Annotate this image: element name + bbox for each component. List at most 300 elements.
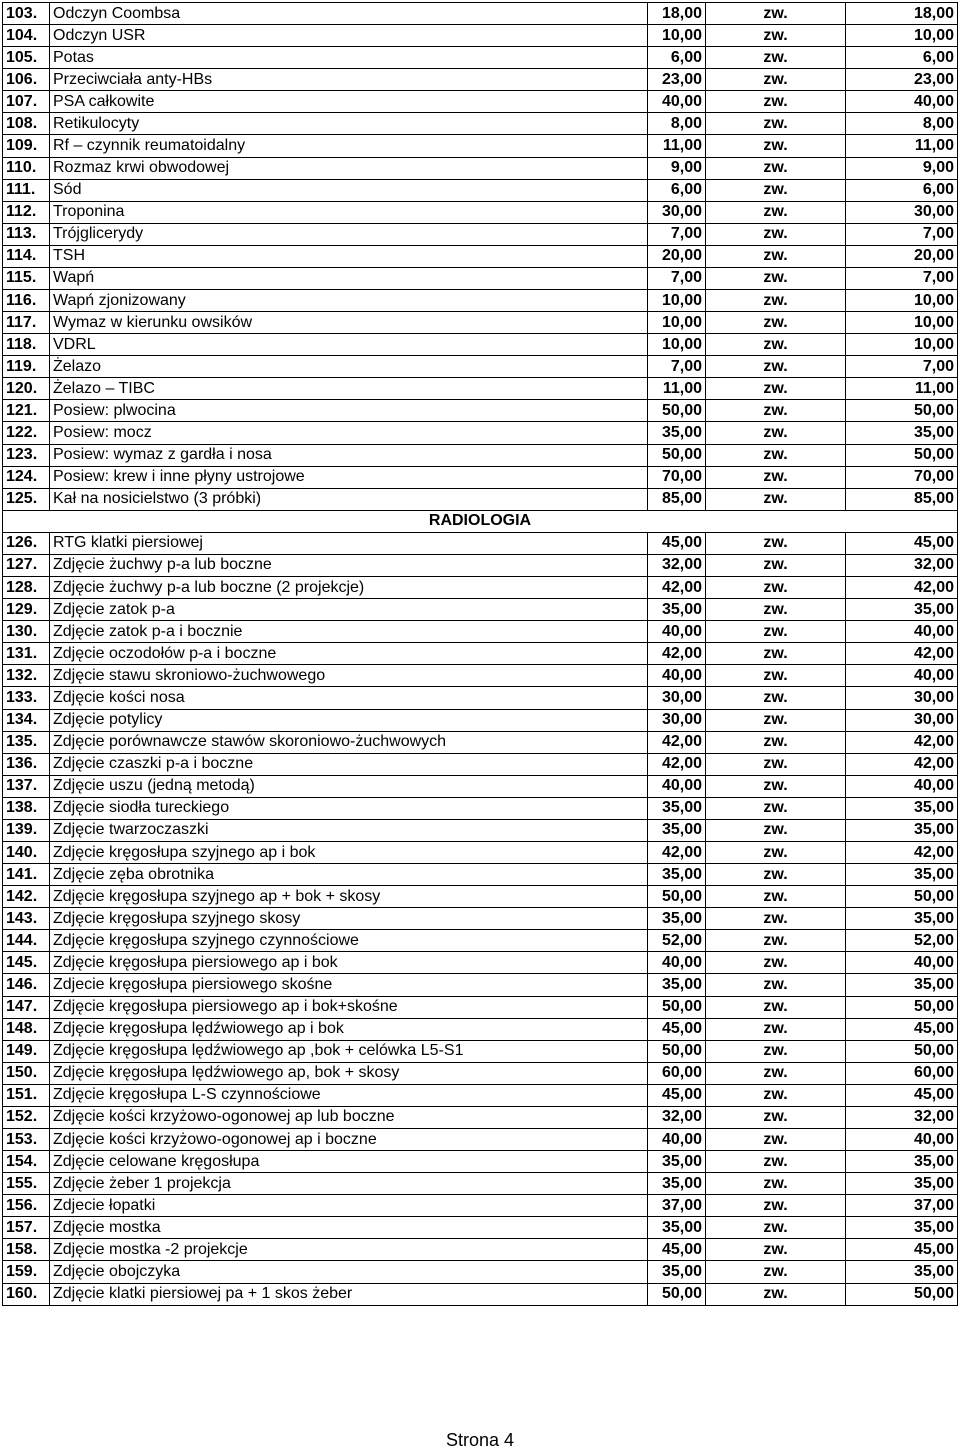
table-row [3, 157, 958, 179]
price-net: 40,00 [648, 91, 706, 113]
price-gross: 40,00 [846, 91, 958, 113]
row-number: 136. [3, 753, 50, 775]
price-net: 42,00 [648, 577, 706, 599]
row-number: 153. [3, 1128, 50, 1150]
price-gross: 45,00 [846, 1018, 958, 1040]
page-number: Strona 4 [445, 1430, 515, 1450]
price-gross: 50,00 [846, 1283, 958, 1305]
table-row [3, 1018, 958, 1040]
price-net: 70,00 [648, 466, 706, 488]
table-row [3, 179, 958, 201]
service-name: Zdjęcie celowane kręgosłupa [50, 1151, 648, 1173]
vat-status: zw. [706, 599, 846, 621]
price-net: 35,00 [648, 974, 706, 996]
row-number: 137. [3, 775, 50, 797]
row-number: 130. [3, 621, 50, 643]
service-name: Zdjęcie kręgosłupa lędźwiowego ap ,bok + celówka L5-S1 [50, 1040, 648, 1062]
vat-status: zw. [706, 1261, 846, 1283]
vat-status: zw. [706, 1084, 846, 1106]
vat-status: zw. [706, 488, 846, 510]
table-row [3, 47, 958, 69]
price-net: 42,00 [648, 841, 706, 863]
vat-status: zw. [706, 753, 846, 775]
table-row [3, 290, 958, 312]
price-gross: 50,00 [846, 400, 958, 422]
row-number: 119. [3, 356, 50, 378]
price-net: 85,00 [648, 488, 706, 510]
row-number: 111. [3, 179, 50, 201]
row-number: 121. [3, 400, 50, 422]
price-gross: 30,00 [846, 687, 958, 709]
service-name: Retikulocyty [50, 113, 648, 135]
service-name: Zdjęcie kręgosłupa lędźwiowego ap i bok [50, 1018, 648, 1040]
price-net: 7,00 [648, 223, 706, 245]
vat-status: zw. [706, 312, 846, 334]
vat-status: zw. [706, 996, 846, 1018]
service-name: Zdjęcie mostka -2 projekcje [50, 1239, 648, 1261]
row-number: 154. [3, 1151, 50, 1173]
vat-status: zw. [706, 378, 846, 400]
price-net: 32,00 [648, 1106, 706, 1128]
vat-status: zw. [706, 1217, 846, 1239]
service-name: Zdjęcie zęba obrotnika [50, 864, 648, 886]
row-number: 103. [3, 3, 50, 25]
row-number: 116. [3, 290, 50, 312]
price-net: 45,00 [648, 532, 706, 554]
price-gross: 50,00 [846, 996, 958, 1018]
table-row [3, 864, 958, 886]
price-list-table [2, 2, 958, 1306]
vat-status: zw. [706, 1128, 846, 1150]
price-gross: 7,00 [846, 356, 958, 378]
row-number: 108. [3, 113, 50, 135]
price-gross: 45,00 [846, 532, 958, 554]
price-net: 35,00 [648, 864, 706, 886]
price-gross: 11,00 [846, 378, 958, 400]
table-row [3, 1217, 958, 1239]
table-row [3, 775, 958, 797]
row-number: 120. [3, 378, 50, 400]
price-net: 35,00 [648, 797, 706, 819]
vat-status: zw. [706, 3, 846, 25]
vat-status: zw. [706, 157, 846, 179]
price-gross: 35,00 [846, 599, 958, 621]
vat-status: zw. [706, 952, 846, 974]
table-row [3, 554, 958, 576]
vat-status: zw. [706, 1151, 846, 1173]
table-row [3, 91, 958, 113]
table-row [3, 1239, 958, 1261]
service-name: Zdjęcie żuchwy p-a lub boczne (2 projekcje) [50, 577, 648, 599]
service-name: Posiew: mocz [50, 422, 648, 444]
vat-status: zw. [706, 532, 846, 554]
service-name: Zdjęcie kręgosłupa piersiowego ap i bok+skośne [50, 996, 648, 1018]
vat-status: zw. [706, 245, 846, 267]
service-name: Rf – czynnik reumatoidalny [50, 135, 648, 157]
row-number: 141. [3, 864, 50, 886]
service-name: Kał na nosicielstwo (3 próbki) [50, 488, 648, 510]
table-row [3, 334, 958, 356]
price-net: 23,00 [648, 69, 706, 91]
row-number: 145. [3, 952, 50, 974]
service-name: Zdjęcie czaszki p-a i boczne [50, 753, 648, 775]
price-net: 7,00 [648, 356, 706, 378]
vat-status: zw. [706, 466, 846, 488]
table-row [3, 1173, 958, 1195]
price-net: 40,00 [648, 775, 706, 797]
service-name: Zdjęcie zatok p-a i bocznie [50, 621, 648, 643]
table-row [3, 908, 958, 930]
vat-status: zw. [706, 334, 846, 356]
vat-status: zw. [706, 1283, 846, 1305]
row-number: 129. [3, 599, 50, 621]
table-row [3, 797, 958, 819]
price-gross: 45,00 [846, 1084, 958, 1106]
service-name: Zdjęcie kręgosłupa piersiowego ap i bok [50, 952, 648, 974]
table-row [3, 378, 958, 400]
price-net: 6,00 [648, 179, 706, 201]
price-net: 11,00 [648, 135, 706, 157]
service-name: Odczyn USR [50, 25, 648, 47]
service-name: Zdjęcie kręgosłupa szyjnego ap i bok [50, 841, 648, 863]
table-row [3, 1084, 958, 1106]
service-name: Trójglicerydy [50, 223, 648, 245]
price-net: 10,00 [648, 25, 706, 47]
table-row [3, 1195, 958, 1217]
price-gross: 37,00 [846, 1195, 958, 1217]
price-gross: 70,00 [846, 466, 958, 488]
row-number: 131. [3, 643, 50, 665]
price-net: 40,00 [648, 952, 706, 974]
row-number: 114. [3, 245, 50, 267]
table-row [3, 974, 958, 996]
table-row [3, 488, 958, 510]
price-net: 7,00 [648, 267, 706, 289]
table-row [3, 444, 958, 466]
price-net: 20,00 [648, 245, 706, 267]
row-number: 113. [3, 223, 50, 245]
row-number: 106. [3, 69, 50, 91]
price-net: 18,00 [648, 3, 706, 25]
vat-status: zw. [706, 179, 846, 201]
price-net: 6,00 [648, 47, 706, 69]
vat-status: zw. [706, 841, 846, 863]
price-net: 30,00 [648, 201, 706, 223]
service-name: Przeciwciała anty-HBs [50, 69, 648, 91]
row-number: 118. [3, 334, 50, 356]
row-number: 112. [3, 201, 50, 223]
vat-status: zw. [706, 886, 846, 908]
table-row [3, 665, 958, 687]
price-gross: 50,00 [846, 1040, 958, 1062]
price-gross: 9,00 [846, 157, 958, 179]
service-name: Wapń zjonizowany [50, 290, 648, 312]
service-name: Zdjęcie klatki piersiowej pa + 1 skos żeber [50, 1283, 648, 1305]
row-number: 159. [3, 1261, 50, 1283]
table-row [3, 930, 958, 952]
service-name: Zdjęcie kości krzyżowo-ogonowej ap i boczne [50, 1128, 648, 1150]
row-number: 126. [3, 532, 50, 554]
vat-status: zw. [706, 731, 846, 753]
row-number: 105. [3, 47, 50, 69]
vat-status: zw. [706, 665, 846, 687]
price-net: 42,00 [648, 643, 706, 665]
price-gross: 50,00 [846, 444, 958, 466]
row-number: 139. [3, 819, 50, 841]
service-name: Zdjęcie żuchwy p-a lub boczne [50, 554, 648, 576]
vat-status: zw. [706, 687, 846, 709]
price-gross: 32,00 [846, 1106, 958, 1128]
table-row [3, 886, 958, 908]
price-net: 50,00 [648, 886, 706, 908]
table-row [3, 25, 958, 47]
price-gross: 35,00 [846, 1261, 958, 1283]
vat-status: zw. [706, 135, 846, 157]
vat-status: zw. [706, 864, 846, 886]
table-row [3, 532, 958, 554]
table-row [3, 201, 958, 223]
price-net: 35,00 [648, 422, 706, 444]
price-gross: 23,00 [846, 69, 958, 91]
price-net: 35,00 [648, 599, 706, 621]
table-row [3, 113, 958, 135]
table-row [3, 687, 958, 709]
vat-status: zw. [706, 1040, 846, 1062]
price-gross: 30,00 [846, 201, 958, 223]
price-net: 42,00 [648, 731, 706, 753]
vat-status: zw. [706, 554, 846, 576]
service-name: Zdjęcie twarzoczaszki [50, 819, 648, 841]
price-gross: 10,00 [846, 312, 958, 334]
row-number: 132. [3, 665, 50, 687]
price-gross: 35,00 [846, 864, 958, 886]
price-gross: 7,00 [846, 267, 958, 289]
price-net: 37,00 [648, 1195, 706, 1217]
table-row [3, 841, 958, 863]
price-net: 45,00 [648, 1084, 706, 1106]
price-net: 40,00 [648, 665, 706, 687]
row-number: 124. [3, 466, 50, 488]
table-row [3, 1040, 958, 1062]
price-net: 30,00 [648, 687, 706, 709]
service-name: Zdjęcie oczodołów p-a i boczne [50, 643, 648, 665]
table-row [3, 1106, 958, 1128]
row-number: 150. [3, 1062, 50, 1084]
service-name: PSA całkowite [50, 91, 648, 113]
service-name: Zdjęcie kości nosa [50, 687, 648, 709]
service-name: Posiew: krew i inne płyny ustrojowe [50, 466, 648, 488]
table-row [3, 996, 958, 1018]
vat-status: zw. [706, 577, 846, 599]
vat-status: zw. [706, 201, 846, 223]
table-row [3, 1261, 958, 1283]
service-name: Zdjęcie zatok p-a [50, 599, 648, 621]
price-list-body [3, 3, 958, 1306]
price-net: 35,00 [648, 819, 706, 841]
service-name: Zdjęcie porównawcze stawów skoroniowo-żuchwowych [50, 731, 648, 753]
service-name: Potas [50, 47, 648, 69]
row-number: 144. [3, 930, 50, 952]
row-number: 160. [3, 1283, 50, 1305]
price-gross: 40,00 [846, 952, 958, 974]
section-header-row [3, 510, 958, 532]
price-net: 50,00 [648, 996, 706, 1018]
row-number: 149. [3, 1040, 50, 1062]
table-row [3, 245, 958, 267]
service-name: Żelazo – TIBC [50, 378, 648, 400]
row-number: 110. [3, 157, 50, 179]
price-gross: 10,00 [846, 25, 958, 47]
row-number: 104. [3, 25, 50, 47]
price-net: 40,00 [648, 1128, 706, 1150]
table-row [3, 1151, 958, 1173]
row-number: 158. [3, 1239, 50, 1261]
service-name: Zdjęcie kręgosłupa lędźwiowego ap, bok + skosy [50, 1062, 648, 1084]
price-net: 40,00 [648, 621, 706, 643]
vat-status: zw. [706, 113, 846, 135]
price-gross: 6,00 [846, 47, 958, 69]
row-number: 127. [3, 554, 50, 576]
service-name: Odczyn Coombsa [50, 3, 648, 25]
price-net: 32,00 [648, 554, 706, 576]
price-net: 52,00 [648, 930, 706, 952]
price-gross: 42,00 [846, 753, 958, 775]
price-net: 35,00 [648, 1261, 706, 1283]
price-net: 10,00 [648, 312, 706, 334]
service-name: VDRL [50, 334, 648, 356]
service-name: Posiew: wymaz z gardła i nosa [50, 444, 648, 466]
price-net: 35,00 [648, 908, 706, 930]
price-gross: 35,00 [846, 908, 958, 930]
service-name: Zdjecie łopatki [50, 1195, 648, 1217]
price-gross: 8,00 [846, 113, 958, 135]
price-gross: 20,00 [846, 245, 958, 267]
service-name: Posiew: plwocina [50, 400, 648, 422]
table-row [3, 135, 958, 157]
price-gross: 35,00 [846, 1151, 958, 1173]
row-number: 107. [3, 91, 50, 113]
price-gross: 42,00 [846, 841, 958, 863]
table-row [3, 3, 958, 25]
vat-status: zw. [706, 356, 846, 378]
row-number: 146. [3, 974, 50, 996]
service-name: Zdjęcie kręgosłupa szyjnego skosy [50, 908, 648, 930]
price-net: 8,00 [648, 113, 706, 135]
table-row [3, 952, 958, 974]
price-gross: 35,00 [846, 974, 958, 996]
table-row [3, 643, 958, 665]
price-net: 50,00 [648, 1283, 706, 1305]
price-net: 9,00 [648, 157, 706, 179]
vat-status: zw. [706, 91, 846, 113]
price-gross: 40,00 [846, 621, 958, 643]
price-gross: 40,00 [846, 775, 958, 797]
vat-status: zw. [706, 819, 846, 841]
table-row [3, 422, 958, 444]
price-net: 50,00 [648, 400, 706, 422]
table-row [3, 400, 958, 422]
service-name: Rozmaz krwi obwodowej [50, 157, 648, 179]
price-gross: 10,00 [846, 290, 958, 312]
service-name: Zdjęcie stawu skroniowo-żuchwowego [50, 665, 648, 687]
row-number: 133. [3, 687, 50, 709]
vat-status: zw. [706, 775, 846, 797]
price-gross: 85,00 [846, 488, 958, 510]
price-gross: 35,00 [846, 1173, 958, 1195]
vat-status: zw. [706, 930, 846, 952]
vat-status: zw. [706, 422, 846, 444]
row-number: 157. [3, 1217, 50, 1239]
row-number: 138. [3, 797, 50, 819]
row-number: 117. [3, 312, 50, 334]
table-row [3, 599, 958, 621]
vat-status: zw. [706, 267, 846, 289]
vat-status: zw. [706, 1195, 846, 1217]
row-number: 128. [3, 577, 50, 599]
row-number: 123. [3, 444, 50, 466]
vat-status: zw. [706, 25, 846, 47]
price-net: 10,00 [648, 290, 706, 312]
service-name: Zdjęcie potylicy [50, 709, 648, 731]
service-name: Troponina [50, 201, 648, 223]
price-gross: 42,00 [846, 643, 958, 665]
price-gross: 52,00 [846, 930, 958, 952]
price-gross: 30,00 [846, 709, 958, 731]
service-name: Zdjęcie żeber 1 projekcja [50, 1173, 648, 1195]
table-row [3, 753, 958, 775]
price-net: 11,00 [648, 378, 706, 400]
price-net: 30,00 [648, 709, 706, 731]
price-net: 45,00 [648, 1239, 706, 1261]
price-gross: 45,00 [846, 1239, 958, 1261]
table-row [3, 312, 958, 334]
row-number: 135. [3, 731, 50, 753]
price-gross: 11,00 [846, 135, 958, 157]
row-number: 115. [3, 267, 50, 289]
table-row [3, 69, 958, 91]
price-gross: 35,00 [846, 422, 958, 444]
table-row [3, 267, 958, 289]
price-net: 42,00 [648, 753, 706, 775]
service-name: TSH [50, 245, 648, 267]
table-row [3, 1062, 958, 1084]
service-name: Zdjęcie mostka [50, 1217, 648, 1239]
price-net: 60,00 [648, 1062, 706, 1084]
row-number: 125. [3, 488, 50, 510]
table-row [3, 356, 958, 378]
price-gross: 40,00 [846, 1128, 958, 1150]
row-number: 122. [3, 422, 50, 444]
vat-status: zw. [706, 1062, 846, 1084]
price-gross: 42,00 [846, 731, 958, 753]
vat-status: zw. [706, 1018, 846, 1040]
price-gross: 50,00 [846, 886, 958, 908]
vat-status: zw. [706, 1106, 846, 1128]
table-row [3, 577, 958, 599]
table-row [3, 621, 958, 643]
price-gross: 10,00 [846, 334, 958, 356]
vat-status: zw. [706, 643, 846, 665]
service-name: RTG klatki piersiowej [50, 532, 648, 554]
service-name: Zdjęcie kręgosłupa L-S czynnościowe [50, 1084, 648, 1106]
price-net: 50,00 [648, 444, 706, 466]
price-net: 45,00 [648, 1018, 706, 1040]
table-row [3, 1283, 958, 1305]
price-gross: 35,00 [846, 797, 958, 819]
row-number: 134. [3, 709, 50, 731]
row-number: 143. [3, 908, 50, 930]
vat-status: zw. [706, 974, 846, 996]
